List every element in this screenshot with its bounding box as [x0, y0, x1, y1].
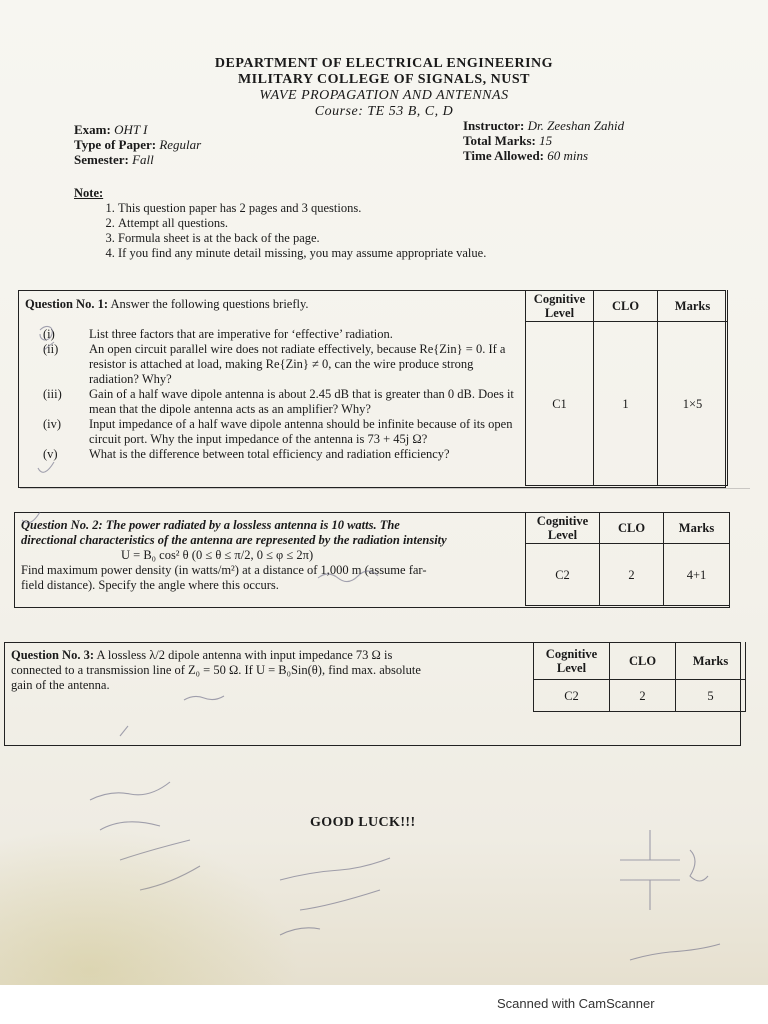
marks-header: Marks — [664, 512, 730, 544]
exam-meta-right — [463, 118, 624, 163]
question-1-parts — [43, 327, 519, 462]
question-1-cognitive: C1 — [526, 322, 594, 486]
paper-type-line: Type of Paper: Regular — [74, 137, 202, 152]
question-1-box — [18, 290, 726, 488]
question-3-text — [11, 648, 521, 693]
question-2-cognitive: C2 — [526, 544, 600, 606]
question-1-clo: 1 — [594, 322, 658, 486]
question-2-line: directional characteristics of the antenna are represented by the radiation intensity — [21, 533, 447, 547]
notes-section — [74, 186, 486, 261]
marks-header: Marks — [676, 642, 746, 680]
question-3-box — [4, 642, 741, 746]
question-1-part: (iv) Input impedance of a half wave dipole antenna should be infinite because of its open circuit port. Why the input impedance of the antenna is 73 + 45j Ω? — [43, 417, 513, 446]
cognitive-header: Cognitive Level — [526, 290, 594, 322]
question-1-part: (ii) An open circuit parallel wire does not radiate effectively, because Re{Zin} = 0. If a resistor is attached at load, making Re{Zin} ≠ 0, can the wire produce strong radiation? Why? — [43, 342, 506, 386]
paper-header — [0, 56, 768, 120]
total-marks-line: Total Marks: 15 — [463, 133, 553, 148]
question-3-marks: 5 — [676, 680, 746, 712]
question-1-heading: Question No. 1: Answer the following questions briefly. — [25, 297, 309, 311]
question-2-formula: U = B₀ cos² θ (0 ≤ θ ≤ π/2, 0 ≤ φ ≤ 2π) — [121, 548, 314, 562]
cognitive-header: Cognitive Level — [534, 642, 610, 680]
question-3-cognitive: C2 — [534, 680, 610, 712]
note-item: 4. If you find any minute detail missing, you may assume appropriate value. — [118, 246, 486, 261]
question-3-line: gain of the antenna. — [11, 678, 110, 692]
marks-header: Marks — [658, 290, 728, 322]
good-luck-text: GOOD LUCK!!! — [310, 815, 416, 830]
semester-line: Semester: Fall — [74, 152, 154, 167]
question-2-clo: 2 — [600, 544, 664, 606]
question-2-line: Question No. 2: The power radiated by a lossless antenna is 10 watts. The — [21, 518, 400, 532]
question-1-part: (v) What is the difference between total efficiency and radiation efficiency? — [43, 447, 450, 461]
notes-title: Note: — [74, 186, 104, 200]
course-title: Course: TE 53 B, C, D — [314, 104, 454, 119]
clo-header: CLO — [600, 512, 664, 544]
clo-header: CLO — [610, 642, 676, 680]
notes-list — [74, 201, 486, 261]
question-1-part: (iii) Gain of a half wave dipole antenna is about 2.45 dB that is greater than 0 dB. Does it mean that the dipole antenna acts as an amplifier? Why? — [43, 387, 514, 416]
question-2-box — [14, 512, 730, 608]
question-2-text — [21, 518, 521, 593]
question-2-line: Find maximum power density (in watts/m²) at a distance of 1,000 m (assume far- — [21, 563, 427, 577]
note-item: 3. Formula sheet is at the back of the page. — [118, 231, 486, 246]
department-title: DEPARTMENT OF ELECTRICAL ENGINEERING — [214, 56, 554, 71]
note-item: 2. Attempt all questions. — [118, 216, 486, 231]
scanner-watermark — [0, 985, 768, 1024]
college-title: MILITARY COLLEGE OF SIGNALS, NUST — [237, 72, 531, 87]
question-2-marks: 4+1 — [664, 544, 730, 606]
question-3-line: Question No. 3: A lossless λ/2 dipole antenna with input impedance 73 Ω is — [11, 648, 393, 662]
question-1-part: (i) List three factors that are imperative for ‘effective’ radiation. — [43, 327, 393, 341]
instructor-line: Instructor: Dr. Zeeshan Zahid — [463, 118, 625, 133]
exam-meta-left — [74, 122, 201, 167]
note-item: 1. This question paper has 2 pages and 3 questions. — [118, 201, 486, 216]
exam-line: Exam: OHT I — [74, 122, 148, 137]
question-3-table — [533, 642, 746, 712]
question-1-marks: 1×5 — [658, 322, 728, 486]
clo-header: CLO — [594, 290, 658, 322]
time-allowed-line: Time Allowed: 60 mins — [463, 148, 589, 163]
paper-fold-line — [20, 488, 750, 489]
question-2-line: field distance). Specify the angle where this occurs. — [21, 578, 279, 592]
question-3-clo: 2 — [610, 680, 676, 712]
question-2-table — [525, 512, 730, 606]
scanner-text: Scanned with CamScanner — [497, 996, 655, 1011]
question-3-line: connected to a transmission line of Z₀ = 50 Ω. If U = B₀Sin(θ), find max. absolute — [11, 663, 421, 677]
subject-title: WAVE PROPAGATION AND ANTENNAS — [259, 88, 509, 103]
cognitive-header: Cognitive Level — [526, 512, 600, 544]
question-1-table — [525, 290, 728, 486]
